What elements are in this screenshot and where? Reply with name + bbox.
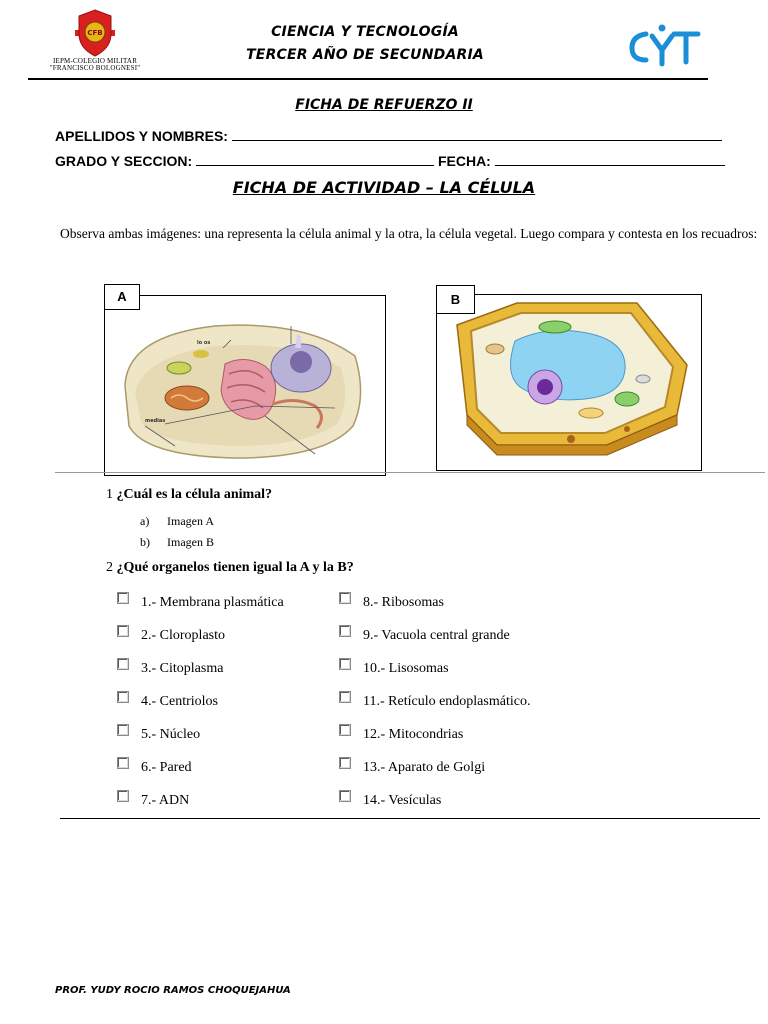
question-1-option-b[interactable] [140,535,214,550]
checklist-item-label: 7.- ADN [141,793,190,808]
checkbox[interactable] [117,658,129,670]
image-b-label: B [436,285,475,314]
checklist-item[interactable] [117,757,192,776]
grade-section-blank[interactable] [196,151,434,166]
checklist-item[interactable] [339,592,444,611]
worksheet-title: FICHA DE REFUERZO II [295,97,473,113]
question-2-text: ¿Qué organelos tienen igual la A y la B? [116,560,354,575]
option-letter: a) [140,514,150,528]
checklist-item-label: 5.- Núcleo [141,727,201,742]
date-blank[interactable] [495,151,725,166]
label-tag-medias: medias [145,418,166,424]
question-1-number: 1 [106,487,113,502]
image-b-frame [436,294,702,471]
image-a-label: A [104,284,140,310]
crest-icon [73,8,117,58]
question-1-text: ¿Cuál es la célula animal? [116,487,273,502]
date-label: FECHA: [437,153,491,169]
option-letter: b) [140,535,150,549]
checklist-item-label: 2.- Cloroplasto [141,628,225,643]
grade-date-row [55,151,725,169]
header-divider [28,78,708,80]
bottom-divider [60,818,760,819]
teacher-footer: PROF. YUDY ROCIO RAMOS CHOQUEJAHUA [55,985,291,996]
name-field-row [55,126,722,144]
checkbox[interactable] [117,691,129,703]
checkbox[interactable] [117,625,129,637]
label-tag-loos: lo os [197,340,211,346]
instructions-text: Observa ambas imágenes: una representa la célula animal y la otra, la célula vegetal. Luego compara y contesta en los recuadros: [60,226,758,241]
checkbox[interactable] [339,691,351,703]
surname-label: APELLIDOS Y NOMBRES: [55,128,228,144]
checklist-item[interactable] [339,658,449,677]
checklist-item-label: 13.- Aparato de Golgi [363,760,486,775]
svg-text:CFB: CFB [87,29,103,37]
checkbox[interactable] [339,724,351,736]
school-name-line2: "FRANCISCO BOLOGNESI" [49,64,141,72]
checkbox[interactable] [339,592,351,604]
checklist-item[interactable] [117,790,189,809]
checkbox[interactable] [339,757,351,769]
surname-blank[interactable] [232,126,722,141]
image-a-frame [104,295,386,476]
school-name-line1: IEPM-COLEGIO MILITAR [52,57,138,65]
option-text: Imagen A [167,514,214,528]
section-divider [55,472,765,473]
checklist-item[interactable] [117,724,200,743]
checklist-item[interactable] [339,625,510,644]
checklist-item[interactable] [339,691,530,710]
checklist-item[interactable] [117,625,225,644]
activity-title: FICHA DE ACTIVIDAD – LA CÉLULA [232,178,536,197]
checkbox[interactable] [339,625,351,637]
question-1-option-a[interactable] [140,514,214,529]
checkbox[interactable] [117,724,129,736]
cyt-logo [628,22,704,68]
option-text: Imagen B [167,535,214,549]
question-1 [106,487,272,503]
checklist-item-label: 14.- Vesículas [363,793,442,808]
checklist-item-label: 8.- Ribosomas [363,595,444,610]
question-2 [106,560,354,576]
checklist-item-label: 6.- Pared [141,760,192,775]
grade-section-label: GRADO Y SECCION: [55,153,193,169]
checkbox[interactable] [117,790,129,802]
checklist-item[interactable] [339,757,485,776]
checklist-item-label: 1.- Membrana plasmática [141,595,284,610]
checklist-item-label: 11.- Retículo endoplasmático. [363,694,531,709]
checklist-item[interactable] [339,790,441,809]
animal-cell-illustration [105,296,385,475]
subject-title: CIENCIA Y TECNOLOGÍA [271,24,459,40]
checklist-item-label: 9.- Vacuola central grande [363,628,510,643]
checklist-item-label: 12.- Mitocondrias [363,727,464,742]
checklist-item[interactable] [117,691,218,710]
question-2-number: 2 [106,560,113,575]
checkbox[interactable] [117,757,129,769]
grade-level-title: TERCER AÑO DE SECUNDARIA [246,47,484,63]
checklist-item[interactable] [117,592,284,611]
checklist-item[interactable] [117,658,223,677]
cyt-logo-icon [628,22,704,68]
checkbox[interactable] [117,592,129,604]
checkbox[interactable] [339,790,351,802]
checklist-item[interactable] [339,724,463,743]
checklist-item-label: 3.- Citoplasma [141,661,224,676]
checklist-item-label: 10.- Lisosomas [363,661,449,676]
plant-cell-illustration [437,295,701,470]
checklist-item-label: 4.- Centriolos [141,694,218,709]
school-crest-logo [40,8,150,76]
checkbox[interactable] [339,658,351,670]
